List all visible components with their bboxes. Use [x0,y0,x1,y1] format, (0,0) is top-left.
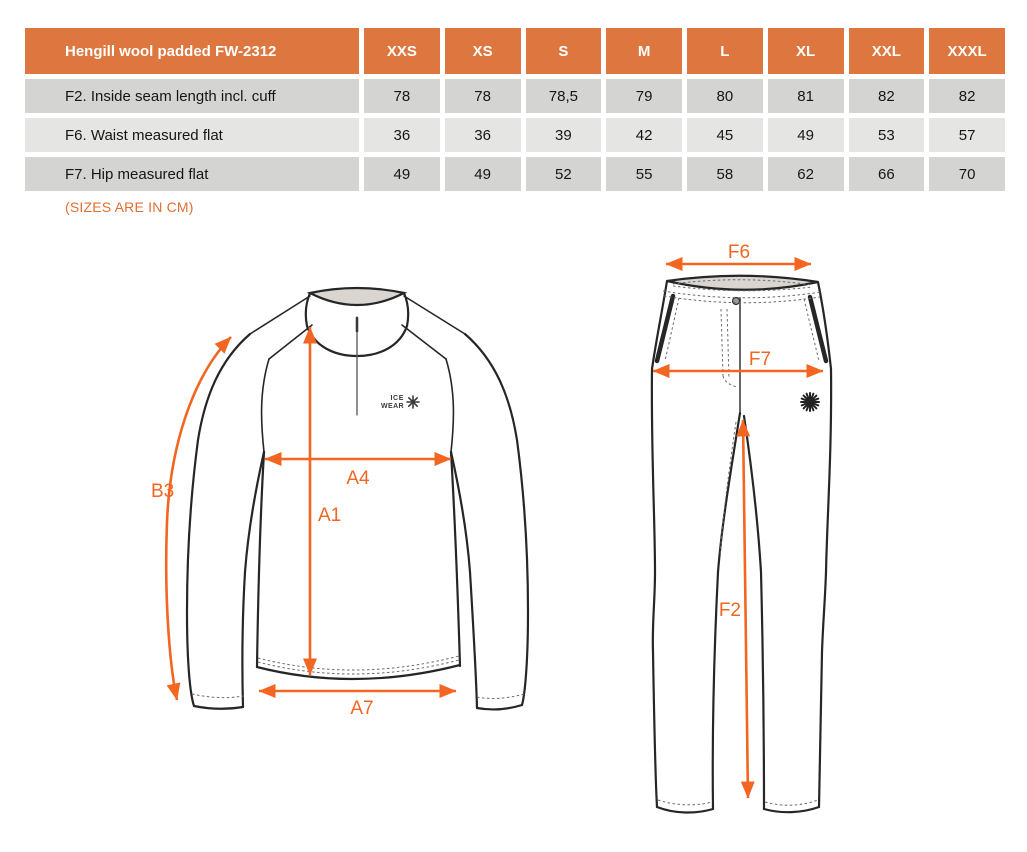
table-value-cell: 49 [364,157,440,191]
table-value-cell: 79 [606,79,682,113]
table-value-cell: 70 [929,157,1005,191]
table-value-cell: 82 [929,79,1005,113]
table-value-cell: 58 [687,157,763,191]
measure-label-f7: F7 [748,349,772,370]
size-header-m: M [606,28,682,74]
size-header-xxs: XXS [364,28,440,74]
size-header-xxl: XXL [849,28,925,74]
sweater-measure-arrows [166,327,456,700]
sizes-unit-note: (SIZES ARE IN CM) [65,199,194,215]
table-value-cell: 42 [606,118,682,152]
table-value-cell: 49 [445,157,521,191]
size-header-s: S [526,28,602,74]
logo-text-line2: WEAR [381,403,404,410]
table-value-cell: 36 [445,118,521,152]
table-value-cell: 66 [849,157,925,191]
snowflake-icon [407,396,419,408]
table-value-cell: 82 [849,79,925,113]
row-label-f2: F2. Inside seam length incl. cuff [25,79,359,113]
table-value-cell: 55 [606,157,682,191]
measure-label-a1: A1 [318,505,342,526]
table-value-cell: 78 [364,79,440,113]
measure-label-f6: F6 [727,243,751,263]
size-header-xs: XS [445,28,521,74]
pants-measure-arrows [653,264,823,798]
row-label-f6: F6. Waist measured flat [25,118,359,152]
size-header-xl: XL [768,28,844,74]
size-table [25,28,1005,191]
sweater-diagram [138,245,575,785]
product-name-header: Hengill wool padded FW-2312 [25,28,359,74]
measure-label-b3: B3 [151,481,175,502]
table-value-cell: 62 [768,157,844,191]
table-value-cell: 78 [445,79,521,113]
collar-opening [310,288,404,305]
measure-label-a4: A4 [346,468,370,489]
icewear-logo [381,395,419,410]
table-value-cell: 81 [768,79,844,113]
waist-button [733,298,740,305]
measure-label-a7: A7 [350,698,374,719]
table-value-cell: 57 [929,118,1005,152]
row-label-f7: F7. Hip measured flat [25,157,359,191]
table-value-cell: 80 [687,79,763,113]
logo-text-line1: ICE [390,395,404,402]
sweater-outline [187,288,528,709]
size-header-xxxl: XXXL [929,28,1005,74]
table-value-cell: 78,5 [526,79,602,113]
measure-arrow-f2 [743,420,748,798]
table-value-cell: 39 [526,118,602,152]
pants-outline [652,276,831,813]
table-value-cell: 52 [526,157,602,191]
pants-diagram [630,243,952,839]
table-value-cell: 45 [687,118,763,152]
table-value-cell: 49 [768,118,844,152]
measure-label-f2: F2 [718,600,741,621]
table-value-cell: 36 [364,118,440,152]
measure-arrow-b3 [166,337,231,700]
snowflake-icon [801,393,819,411]
size-header-l: L [687,28,763,74]
table-value-cell: 53 [849,118,925,152]
